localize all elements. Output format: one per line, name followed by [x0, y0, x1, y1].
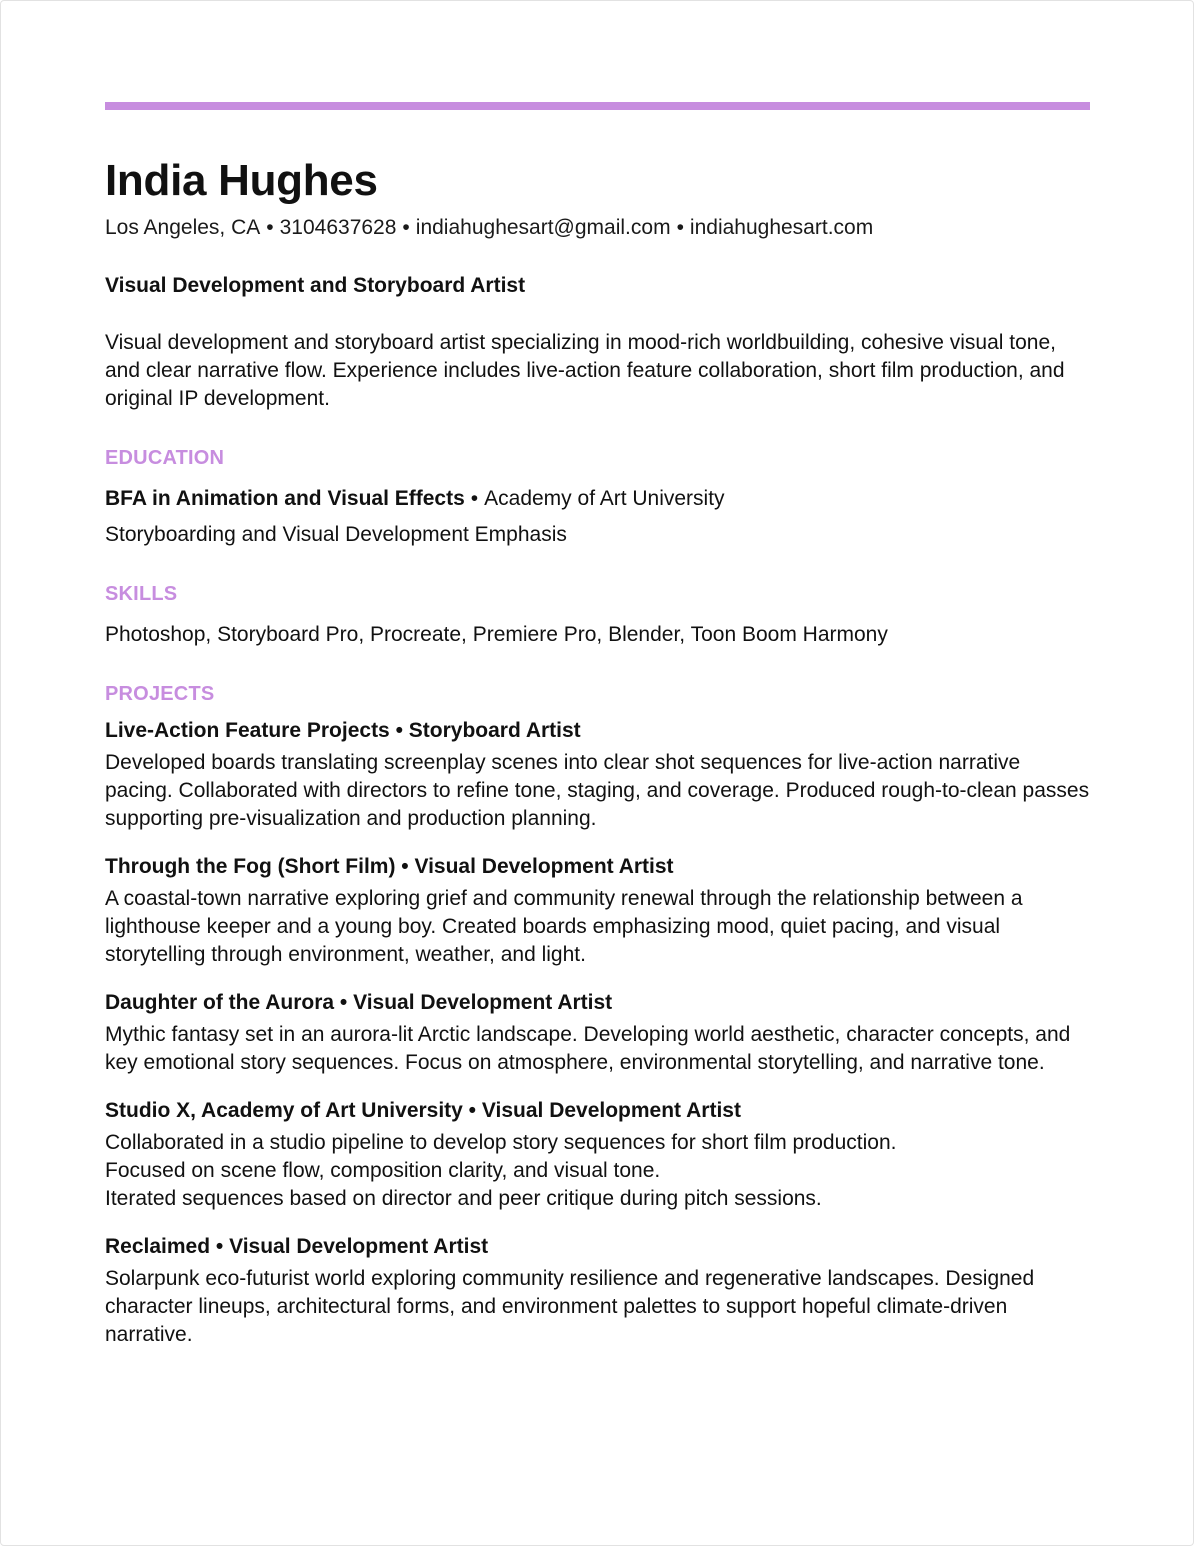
contact-line: [105, 214, 1090, 242]
contact-email[interactable]: indiahughesart@gmail.com: [415, 216, 671, 239]
contact-separator: •: [266, 216, 274, 239]
project-description-line: Focused on scene flow, composition clarity, and visual tone.: [105, 1159, 661, 1182]
project-description: [105, 885, 1090, 969]
contact-website[interactable]: indiahughesart.com: [689, 216, 874, 239]
project-description: [105, 749, 1090, 833]
project-title: Reclaimed • Visual Development Artist: [105, 1235, 489, 1258]
project-title: Studio X, Academy of Art University • Visual Development Artist: [105, 1099, 741, 1122]
accent-bar: [105, 102, 1090, 110]
project-item: [105, 1233, 1090, 1349]
summary: Visual development and storyboard artist specializing in mood-rich worldbuilding, cohesive visual tone, and clear narrative flow. Experience includes live-action feature collaboration, short film production, and original IP development.: [105, 331, 1065, 410]
project-description: [105, 1129, 1090, 1213]
education-emphasis: Storyboarding and Visual Development Emphasis: [105, 523, 567, 546]
education-school: Academy of Art University: [484, 487, 725, 510]
project-description: [105, 1265, 1090, 1349]
project-item: [105, 989, 1090, 1077]
project-title: Daughter of the Aurora • Visual Development Artist: [105, 991, 613, 1014]
project-description-line: Collaborated in a studio pipeline to develop story sequences for short film production.: [105, 1131, 897, 1154]
project-item: [105, 717, 1090, 833]
project-item: [105, 1097, 1090, 1213]
project-title: Live-Action Feature Projects • Storyboard Artist: [105, 719, 581, 742]
headline: Visual Development and Storyboard Artist: [105, 274, 526, 297]
project-description-line: A coastal-town narrative exploring grief and community renewal through the relationship between a lighthouse keeper and a young boy. Created boards emphasizing mood, quiet pacing, and visual storytelling through environment, weather, and light.: [105, 887, 1023, 966]
project-item: [105, 853, 1090, 969]
project-description-line: Developed boards translating screenplay scenes into clear shot sequences for live-action narrative pacing. Collaborated with directors to refine tone, staging, and coverage. Produced rough-to-clean passes supporting pre-visualization and production planning.: [105, 751, 1090, 830]
candidate-name: India Hughes: [105, 156, 378, 205]
section-title-skills: SKILLS: [105, 583, 178, 605]
contact-phone: 3104637628: [279, 216, 397, 239]
contact-separator: •: [676, 216, 684, 239]
project-description-line: Iterated sequences based on director and peer critique during pitch sessions.: [105, 1187, 822, 1210]
section-title-education: EDUCATION: [105, 447, 225, 469]
section-title-projects: PROJECTS: [105, 683, 215, 705]
contact-location: Los Angeles, CA: [105, 216, 261, 239]
education-degree-line: [105, 485, 1090, 513]
skills-list: Photoshop, Storyboard Pro, Procreate, Premiere Pro, Blender, Toon Boom Harmony: [105, 623, 888, 646]
project-description-line: Solarpunk eco-futurist world exploring community resilience and regenerative landscapes. Designed character lineups, architectural forms, and environment palettes to support hopeful climate-driven narrative.: [105, 1267, 1035, 1346]
education-degree: BFA in Animation and Visual Effects: [105, 487, 465, 510]
project-description-line: Mythic fantasy set in an aurora-lit Arctic landscape. Developing world aesthetic, character concepts, and key emotional story sequences. Focus on atmosphere, environmental storytelling, and narrative tone.: [105, 1023, 1071, 1074]
resume: [105, 102, 1090, 1349]
education-separator: •: [470, 487, 479, 510]
project-description: [105, 1021, 1090, 1077]
project-title: Through the Fog (Short Film) • Visual Development Artist: [105, 855, 674, 878]
contact-separator: •: [402, 216, 410, 239]
